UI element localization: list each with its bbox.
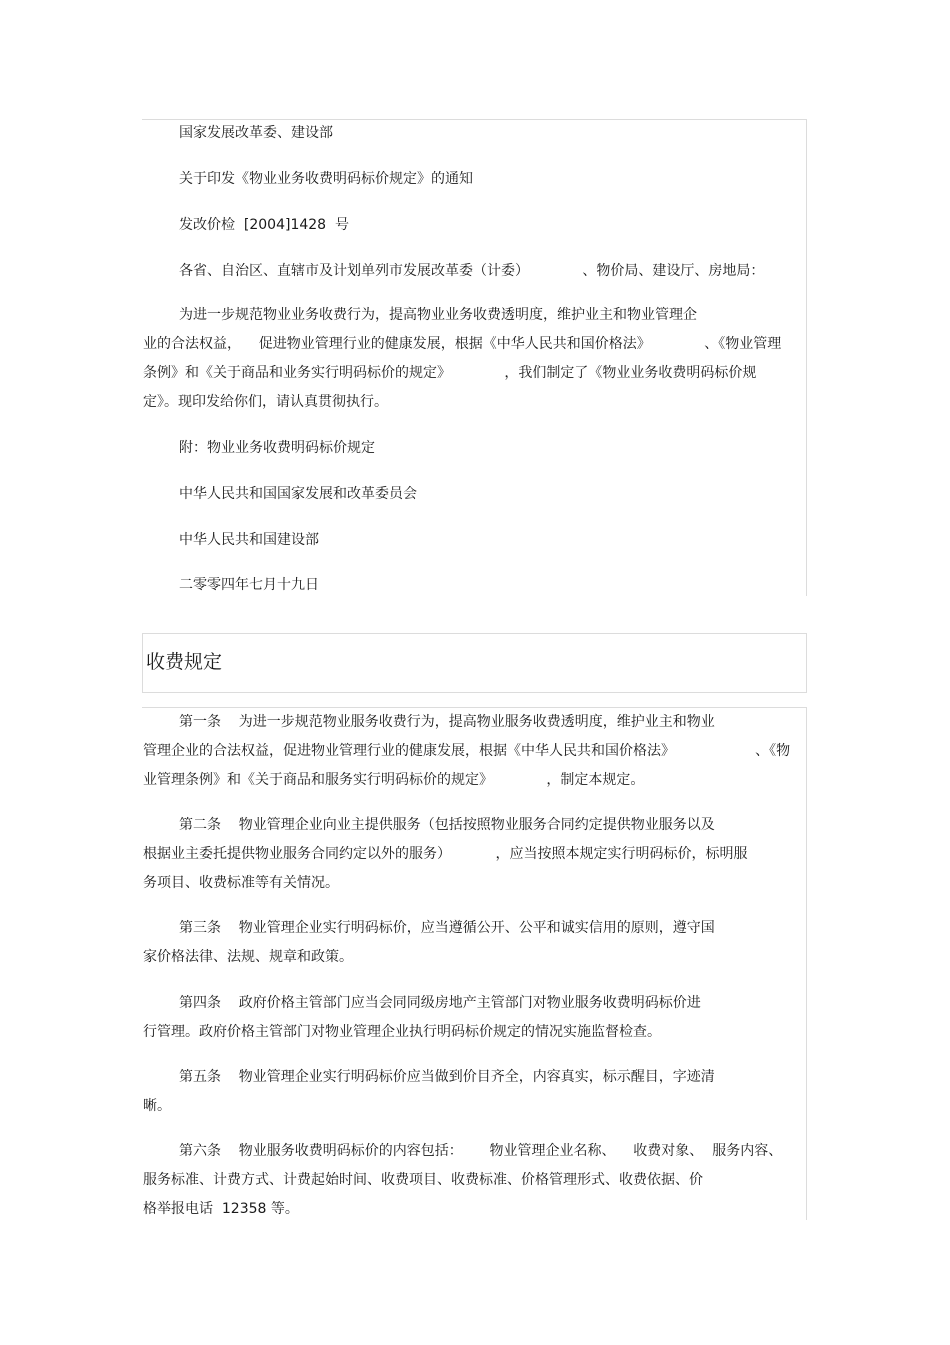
attachment-note: 附：物业业务收费明码标价规定 [179,440,375,456]
notice-body-line: 为进一步规范物业业务收费行为，提高物业业务收费透明度，维护业主和物业管理企 [179,307,697,323]
article-line: 第二条 物业管理企业向业主提供服务（包括按照物业服务合同约定提供物业服务以及 [179,817,715,833]
article-line: 格举报电话 12358 等。 [143,1201,299,1217]
section-heading: 收费规定 [146,651,223,673]
issuer: 国家发展改革委、建设部 [179,125,333,141]
signatory: 中华人民共和国国家发展和改革委员会 [179,486,417,502]
article-line: 家价格法律、法规、规章和政策。 [143,949,353,965]
notice-title: 关于印发《物业业务收费明码标价规定》的通知 [179,171,473,187]
article-line: 服务标准、计费方式、计费起始时间、收费项目、收费标准、价格管理形式、收费依据、价 [143,1172,703,1188]
issue-date: 二零零四年七月十九日 [179,577,319,593]
doc-number: 发改价检 [2004]1428 号 [179,217,349,233]
article-line: 第四条 政府价格主管部门应当会同同级房地产主管部门对物业服务收费明码标价进 [179,995,701,1011]
article-line: 第五条 物业管理企业实行明码标价应当做到价目齐全，内容真实，标示醒目，字迹清 [179,1069,715,1085]
article-line: 第一条 为进一步规范物业服务收费行为，提高物业服务收费透明度，维护业主和物业 [179,714,715,730]
article-line: 管理企业的合法权益，促进物业管理行业的健康发展，根据《中华人民共和国价格法》 、《物 [143,743,791,759]
addressees: 各省、自治区、直辖市及计划单列市发展改革委（计委） 、物价局、建设厅、房地局： [179,263,765,279]
article-line: 第六条 物业服务收费明码标价的内容包括： 物业管理企业名称、 收费对象、 服务内容、 [179,1143,783,1159]
notice-body-line: 业的合法权益， 促进物业管理行业的健康发展，根据《中华人民共和国价格法》 、《物业管理 [143,336,782,352]
notice-body-line: 条例》和《关于商品和业务实行明码标价的规定》 ，我们制定了《物业业务收费明码标价规 [143,365,757,381]
article-line: 行管理。政府价格主管部门对物业管理企业执行明码标价规定的情况实施监督检查。 [143,1024,661,1040]
article-line: 根据业主委托提供物业服务合同约定以外的服务） ，应当按照本规定实行明码标价，标明服 [143,846,748,862]
section-heading-box [142,633,807,693]
article-line: 务项目、收费标准等有关情况。 [143,875,339,891]
signatory: 中华人民共和国建设部 [179,532,319,548]
article-line: 业管理条例》和《关于商品和服务实行明码标价的规定》 ，制定本规定。 [143,772,645,788]
article-line: 晰。 [143,1098,171,1114]
notice-body-line: 定》。现印发给你们，请认真贯彻执行。 [143,394,388,410]
article-line: 第三条 物业管理企业实行明码标价，应当遵循公开、公平和诚实信用的原则，遵守国 [179,920,715,936]
notice-frame [142,119,807,596]
